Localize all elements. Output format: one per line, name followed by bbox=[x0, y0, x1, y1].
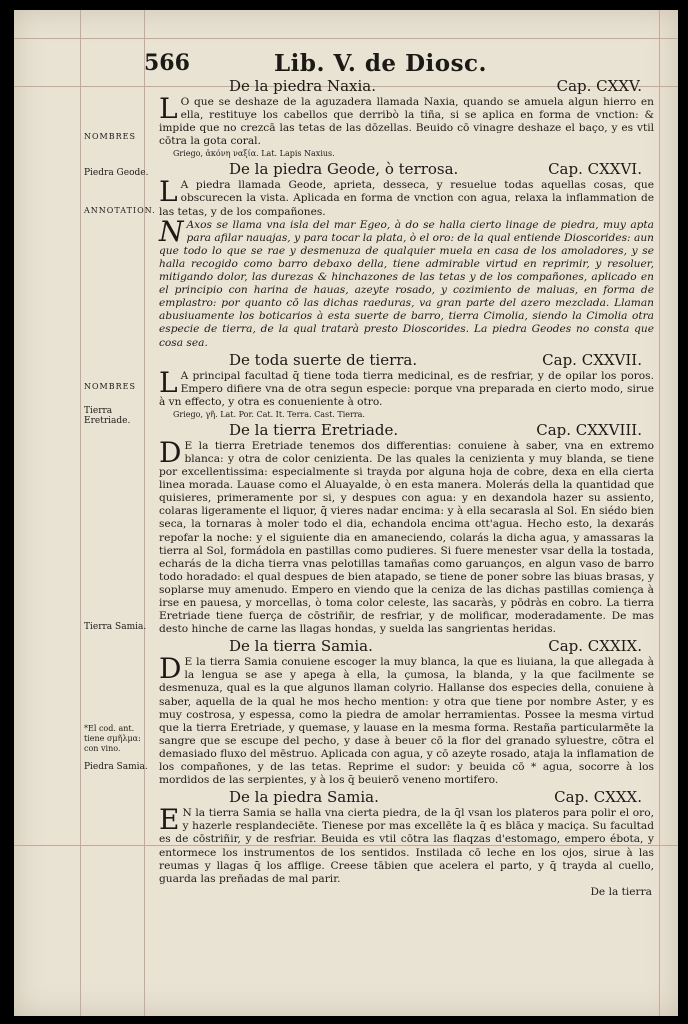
margin-rule-right bbox=[659, 10, 660, 1016]
paragraph bbox=[159, 803, 654, 886]
margin-note: Piedra Geode. bbox=[84, 168, 149, 178]
annotation-paragraph bbox=[159, 214, 654, 350]
margin-note: NOMBRES bbox=[84, 382, 136, 391]
chapter-title: De la piedra Samia. bbox=[229, 788, 379, 807]
chapter-heading bbox=[159, 637, 654, 655]
chapter-title: De la piedra Naxia. bbox=[229, 77, 376, 95]
drop-cap: N bbox=[159, 214, 184, 248]
paragraph bbox=[159, 435, 654, 636]
paragraph bbox=[159, 652, 654, 787]
chapter-heading bbox=[159, 788, 654, 806]
chapter-number: Cap. CXXVI. bbox=[548, 160, 642, 179]
paragraph bbox=[159, 92, 654, 148]
chapter-title: De toda suerte de tierra. bbox=[229, 350, 418, 369]
catchword: De la tierra bbox=[590, 885, 652, 898]
chapter-number: Cap. CXXVII. bbox=[542, 350, 642, 369]
chapter-heading bbox=[159, 160, 654, 178]
margin-note: ANNOTATION. bbox=[84, 206, 156, 215]
name-line: Griego, γῆ. Lat. Por. Cat. It. Terra. Cast. Tierra. bbox=[173, 409, 365, 419]
margin-notes bbox=[84, 10, 154, 1016]
chapter-title: De la tierra Eretriade. bbox=[229, 420, 399, 439]
paragraph bbox=[159, 175, 654, 218]
chapter-title: De la tierra Samia. bbox=[229, 637, 373, 656]
chapter-heading bbox=[159, 351, 654, 369]
drop-cap: L bbox=[159, 365, 178, 399]
drop-cap: D bbox=[159, 435, 182, 469]
running-head: Lib. V. de Diosc. bbox=[274, 50, 488, 77]
drop-cap: E bbox=[159, 803, 180, 837]
chapter-title: De la piedra Geode, ò terrosa. bbox=[229, 160, 459, 179]
name-line: Griego, ἀκόνη ναξία. Lat. Lapis Naxius. bbox=[173, 149, 335, 159]
paragraph bbox=[159, 365, 654, 409]
page-number: 566 bbox=[144, 50, 190, 76]
paragraph-text: N la tierra Samia se halla vna cierta piedra, de la q̄l vsan los plateros para polir el oro, y hazerle resplandeciēte. Tienese por mas excellēte la q̄ es blāca y maciça. Su facultad es de cōstriñir, y de resfriar. Beuida es vtil cōtra las flaqzas d'estomago, empero ébota, y entormece los instrumentos de los sentidos. Instilada cō leche en los ojos, sirue à las reumas y llagas q̄ los afflige. Creese tābien que acelera el parto, y q̄ trayda al cuello, guarda las preñadas de mal parir. bbox=[159, 807, 654, 885]
chapter-number: Cap. CXXV. bbox=[556, 77, 642, 95]
drop-cap: L bbox=[159, 92, 178, 125]
paragraph-text: E la tierra Samia conuiene escoger la muy blanca, la que es liuiana, la que allegada à la lengua se ase y apega à ella, la çumosa, la blanda, y la que facilmente se desmenuza, qual es la que algunos llaman colyrio. Hallanse dos especies della, conuiene à saber, aquella de la qual he mos hecho mention: y otra que tiene por nombre Aster, y es muy costrosa, y espessa, como la piedra de amolar herramientas. Possee la mesma virtud que la tierra Eretriade, y quemase, y lauase en la mesma forma. Restaña particularmēte la sangre que se escupe del pecho, y dase à beuer cō la flor del granado syluestre, cōtra el demasiado fluxo del mēstruo. Aplicada con agua, y cō azeyte rosado, ataja la inflamation de los compañones, y de las tetas. Reprime el sudor: y beuida cō * agua, socorre à los mordidos de las serpientes, y à los q̄ beuierō veneno mortifero. bbox=[159, 656, 654, 787]
margin-rule-outer bbox=[80, 10, 81, 1016]
chapter-heading bbox=[159, 421, 654, 439]
book-page bbox=[14, 10, 678, 1016]
paragraph-text: A piedra llamada Geode, aprieta, desseca, y resuelue todas aquellas cosas, que obscurecen la vista. Aplicada en forma de vnction con agua, relaxa la inflammation de las tetas, y de los compañones. bbox=[159, 179, 654, 218]
chapter-number: Cap. CXXIX. bbox=[548, 637, 642, 656]
chapter-heading bbox=[159, 77, 654, 95]
margin-note: Tierra Samia. bbox=[84, 622, 147, 632]
paragraph-text: O que se deshaze de la aguzadera llamada Naxia, quando se amuela algun hierro en ella, restituye los cabellos que derribò la tiña, si se aplica en forma de vnction: & impide que no crezcā las tetas de las dōzellas. Beuido cō vinagre deshaze el baço, y es vtil cōtra la gota coral. bbox=[159, 96, 654, 148]
margin-note: Tierra Eretriade. bbox=[84, 406, 131, 426]
paragraph-text: E la tierra Eretriade tenemos dos differentias: conuiene à saber, vna en extremo blanca: y otra de color cenizienta. De las quales la cenizienta y muy blanda, se tiene por excellentissima: especialmente si trayda por alguna hoja de cobre, dexa en ella cierta linea morada. Lauase como el Aluayalde, ò en esta manera. Molerás della la quantidad que quisieres, primeramente por si, y despues con agua: y en dexandola hazer su assiento, colaras ligeramente el liquor, q̄ vieres nadar encima: y à ella secarasla al Sol. En siédo bien seca, la tornaras à moler todo el dia, echandola encima ott'agua. Hecho esto, la dexarás repofar la noche: y el siguiente dia en amaneciendo, colarás la dicha agua, y amassaras la tierra al Sol, formádola en pastillas como pudieres. Si fuere menester vsar della la tostada, echarás de la dicha tierra vnas pelotillas tamañas como garuanços, en algun vaso de barro todo horadado: el qual despues de bien atapado, se tiene de poner sobre las biuas brasas, y soplarse muy amenudo. Empero en viendo que la ceniza de las dichas pastillas comiença à irse en pauesa, y morcellas, ò toma color celeste, las sacaràs, y pōdràs en cobro. La tierra Eretriade tiene fuerça de cōstriñir, de resfriar, y de molificar, moderadamente. De mas desto hinche de carne las llagas hondas, y suelda las sangrientas heridas. bbox=[159, 439, 654, 636]
chapter-number: Cap. CXXVIII. bbox=[536, 420, 642, 439]
chapter-number: Cap. CXXX. bbox=[554, 788, 642, 807]
drop-cap: L bbox=[159, 175, 178, 209]
margin-note: *El cod. ant. tiene σμῆλμα: con vino. bbox=[84, 724, 141, 753]
margin-note: NOMBRES bbox=[84, 132, 136, 141]
main-text bbox=[159, 76, 654, 899]
drop-cap: D bbox=[159, 652, 182, 686]
paragraph-text: Axos se llama vna isla del mar Egeo, à do se halla cierto linage de piedra, muy apta para afilar nauajas, y para tocar la plata, ò el oro: de la qual entiende Dioscorides: aun que todo lo que se rae y desmenuza de qualquier muela en casa de los amoladores, y se halla recogido como barro debaxo della, tiene admirable virtud en reprimir, y resoluer, mitigando dolor, las durezas & hinchazones de las tetas y de los compañones, aplicado en el principio con harina de hauas, azeyte rosado, y cozimiento de maluas, en forma de emplastro: por quanto cō las dichas raeduras, va gran parte del azero mezclada. Llaman abusiuamente los boticarios à esta suerte de barro, tierra Cimolia, siendo la Cimolia otra especie de tierra, de la qual tratarà presto Dioscorides. La piedra Geodes no consta que cosa sea. bbox=[159, 218, 654, 349]
margin-note: Piedra Samia. bbox=[84, 762, 148, 772]
paragraph-text: A principal facultad q̄ tiene toda tierra medicinal, es de resfriar, y de opilar los poros. Empero difiere vna de otra segun especie: porque vna preparada en cierto modo, sirue à vn effecto, y otra es conueniente à otro. bbox=[159, 369, 654, 408]
